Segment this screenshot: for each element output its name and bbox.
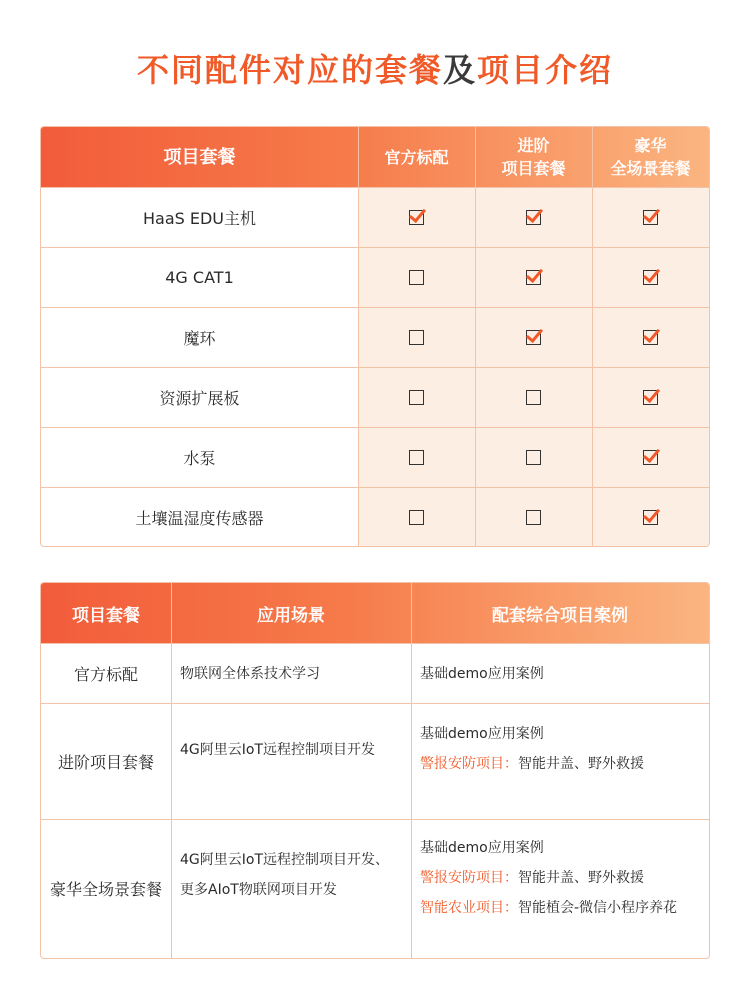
empty-box-icon bbox=[409, 330, 424, 345]
checked-box-icon bbox=[643, 450, 658, 465]
package-name: 进阶项目套餐 bbox=[57, 753, 154, 772]
case-text: 基础demo应用案例 bbox=[420, 840, 544, 856]
column-divider bbox=[411, 583, 412, 958]
column-divider bbox=[475, 127, 476, 546]
header-deluxe-line-2: 全场景套餐 bbox=[610, 159, 691, 178]
case-line bbox=[420, 719, 709, 749]
official-cell bbox=[358, 428, 475, 487]
accessory-name: 土壤温湿度传感器 bbox=[135, 509, 264, 528]
advanced-cell bbox=[475, 428, 592, 487]
accessory-name: 4G CAT1 bbox=[165, 268, 234, 287]
package-name: 豪华全场景套餐 bbox=[49, 880, 162, 899]
scene-line: 物联网全体系技术学习 bbox=[180, 666, 320, 682]
cases-cell bbox=[411, 820, 709, 957]
deluxe-cell bbox=[592, 428, 709, 487]
table-row bbox=[41, 307, 709, 367]
case-category-label: 智能农业项目： bbox=[420, 900, 518, 916]
case-line bbox=[420, 893, 709, 923]
empty-box-icon bbox=[409, 390, 424, 405]
checked-box-icon bbox=[526, 270, 541, 285]
scene-line: 4G阿里云IoT远程控制项目开发 bbox=[180, 742, 376, 758]
table-row bbox=[41, 367, 709, 427]
table-row bbox=[41, 247, 709, 307]
table-row bbox=[41, 187, 709, 247]
header-advanced bbox=[475, 127, 592, 187]
table-row bbox=[41, 487, 709, 547]
package-name: 官方标配 bbox=[73, 665, 138, 684]
accessory-name: 水泵 bbox=[183, 449, 216, 468]
header-advanced-line-1: 进阶 bbox=[517, 136, 550, 155]
checked-box-icon bbox=[526, 330, 541, 345]
table-row bbox=[41, 643, 709, 703]
empty-box-icon bbox=[526, 510, 541, 525]
header-official: 官方标配 bbox=[384, 147, 449, 167]
scene-cell bbox=[171, 820, 411, 957]
title-part-1: 不同配件对应的套餐 bbox=[136, 51, 443, 89]
case-line bbox=[420, 749, 709, 779]
header-cases: 配套综合项目案例 bbox=[492, 605, 628, 626]
page-title bbox=[0, 48, 750, 92]
empty-box-icon bbox=[409, 510, 424, 525]
empty-box-icon bbox=[409, 270, 424, 285]
empty-box-icon bbox=[526, 390, 541, 405]
deluxe-cell bbox=[592, 248, 709, 307]
empty-box-icon bbox=[526, 450, 541, 465]
title-part-2: 及 bbox=[442, 51, 477, 89]
scene-line: 4G阿里云IoT远程控制项目开发、 bbox=[180, 852, 390, 868]
advanced-cell bbox=[475, 188, 592, 247]
checked-box-icon bbox=[526, 210, 541, 225]
case-line bbox=[420, 863, 709, 893]
header-deluxe bbox=[592, 127, 709, 187]
checked-box-icon bbox=[409, 210, 424, 225]
scene-line: 更多AIoT物联网项目开发 bbox=[180, 882, 337, 898]
case-category-label: 警报安防项目： bbox=[420, 756, 518, 772]
official-cell bbox=[358, 488, 475, 547]
table-row bbox=[41, 703, 709, 819]
official-cell bbox=[358, 308, 475, 367]
accessory-package-table bbox=[40, 126, 710, 547]
advanced-cell bbox=[475, 308, 592, 367]
advanced-cell bbox=[475, 368, 592, 427]
column-divider bbox=[358, 127, 359, 546]
header-deluxe-line-1: 豪华 bbox=[634, 136, 667, 155]
official-cell bbox=[358, 188, 475, 247]
package-scene-table bbox=[40, 582, 710, 959]
accessory-name: 资源扩展板 bbox=[159, 389, 240, 408]
checked-box-icon bbox=[643, 270, 658, 285]
table-row bbox=[41, 427, 709, 487]
case-text: 基础demo应用案例 bbox=[420, 726, 544, 742]
checked-box-icon bbox=[643, 330, 658, 345]
accessory-name: HaaS EDU主机 bbox=[142, 209, 257, 228]
table-header bbox=[41, 127, 709, 187]
official-cell bbox=[358, 248, 475, 307]
empty-box-icon bbox=[409, 450, 424, 465]
case-line bbox=[420, 833, 709, 863]
accessory-name: 魔环 bbox=[183, 329, 216, 348]
case-text: 智能井盖、野外救援 bbox=[518, 870, 644, 886]
title-part-3: 项目介绍 bbox=[477, 51, 614, 89]
official-cell bbox=[358, 368, 475, 427]
scene-cell bbox=[171, 704, 411, 819]
deluxe-cell bbox=[592, 308, 709, 367]
table-header bbox=[41, 583, 709, 643]
cases-cell bbox=[411, 704, 709, 819]
case-text: 基础demo应用案例 bbox=[420, 666, 544, 682]
column-divider bbox=[171, 583, 172, 958]
cases-cell bbox=[411, 644, 709, 703]
header-scene: 应用场景 bbox=[257, 605, 325, 626]
case-category-label: 警报安防项目： bbox=[420, 870, 518, 886]
deluxe-cell bbox=[592, 368, 709, 427]
advanced-cell bbox=[475, 488, 592, 547]
case-text: 智能植会-微信小程序养花 bbox=[518, 900, 678, 916]
checked-box-icon bbox=[643, 210, 658, 225]
deluxe-cell bbox=[592, 488, 709, 547]
scene-cell bbox=[171, 644, 411, 703]
case-line bbox=[420, 659, 709, 689]
deluxe-cell bbox=[592, 188, 709, 247]
header-item: 项目套餐 bbox=[163, 146, 236, 168]
case-text: 智能井盖、野外救援 bbox=[518, 756, 644, 772]
advanced-cell bbox=[475, 248, 592, 307]
header-advanced-line-2: 项目套餐 bbox=[501, 159, 566, 178]
table-row bbox=[41, 819, 709, 957]
checked-box-icon bbox=[643, 510, 658, 525]
header-package: 项目套餐 bbox=[72, 605, 140, 626]
checked-box-icon bbox=[643, 390, 658, 405]
column-divider bbox=[592, 127, 593, 546]
